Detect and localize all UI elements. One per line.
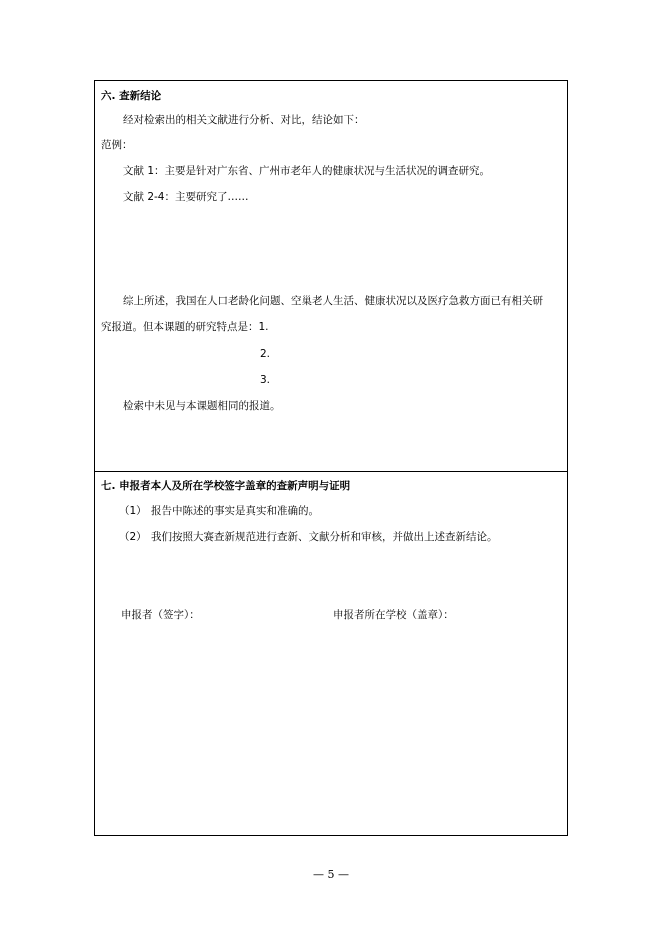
item2-text: 我们按照大赛查新规范进行查新、文献分析和审核，并做出上述查新结论。: [151, 531, 498, 543]
conclusion-text: 检索中未见与本课题相同的报道。: [123, 400, 281, 412]
summary-line1: 综上所述，我国在人口老龄化问题、空巢老人生活、健康状况以及医疗急救方面已有相关研: [123, 295, 543, 307]
research-point-3: 3.: [260, 374, 271, 386]
page-number: — 5 —: [313, 868, 349, 881]
item1-text: 报告中陈述的事实是真实和准确的。: [151, 505, 319, 517]
item1-number: （1）: [119, 505, 147, 517]
doc1-text: 文献 1：主要是针对广东省、广州市老年人的健康状况与生活状况的调查研究。: [123, 165, 491, 177]
section7-heading: 七. 申报者本人及所在学校签字盖章的查新声明与证明: [101, 480, 351, 492]
item2-number: （2）: [119, 531, 147, 543]
school-seal-label: 申报者所在学校（盖章）：: [333, 609, 454, 621]
example-label: 范例：: [101, 139, 133, 151]
section6-heading: 六. 查新结论: [101, 90, 162, 102]
doc2-text: 文献 2-4：主要研究了……: [123, 191, 249, 203]
summary-line2: 究报道。但本课题的研究特点是：1.: [101, 321, 269, 333]
section6-intro: 经对检索出的相关文献进行分析、对比，结论如下：: [123, 114, 365, 126]
form-table: [94, 80, 568, 836]
section-divider: [95, 471, 567, 472]
research-point-2: 2.: [260, 348, 271, 360]
applicant-signature-label: 申报者（签字）：: [121, 609, 200, 621]
